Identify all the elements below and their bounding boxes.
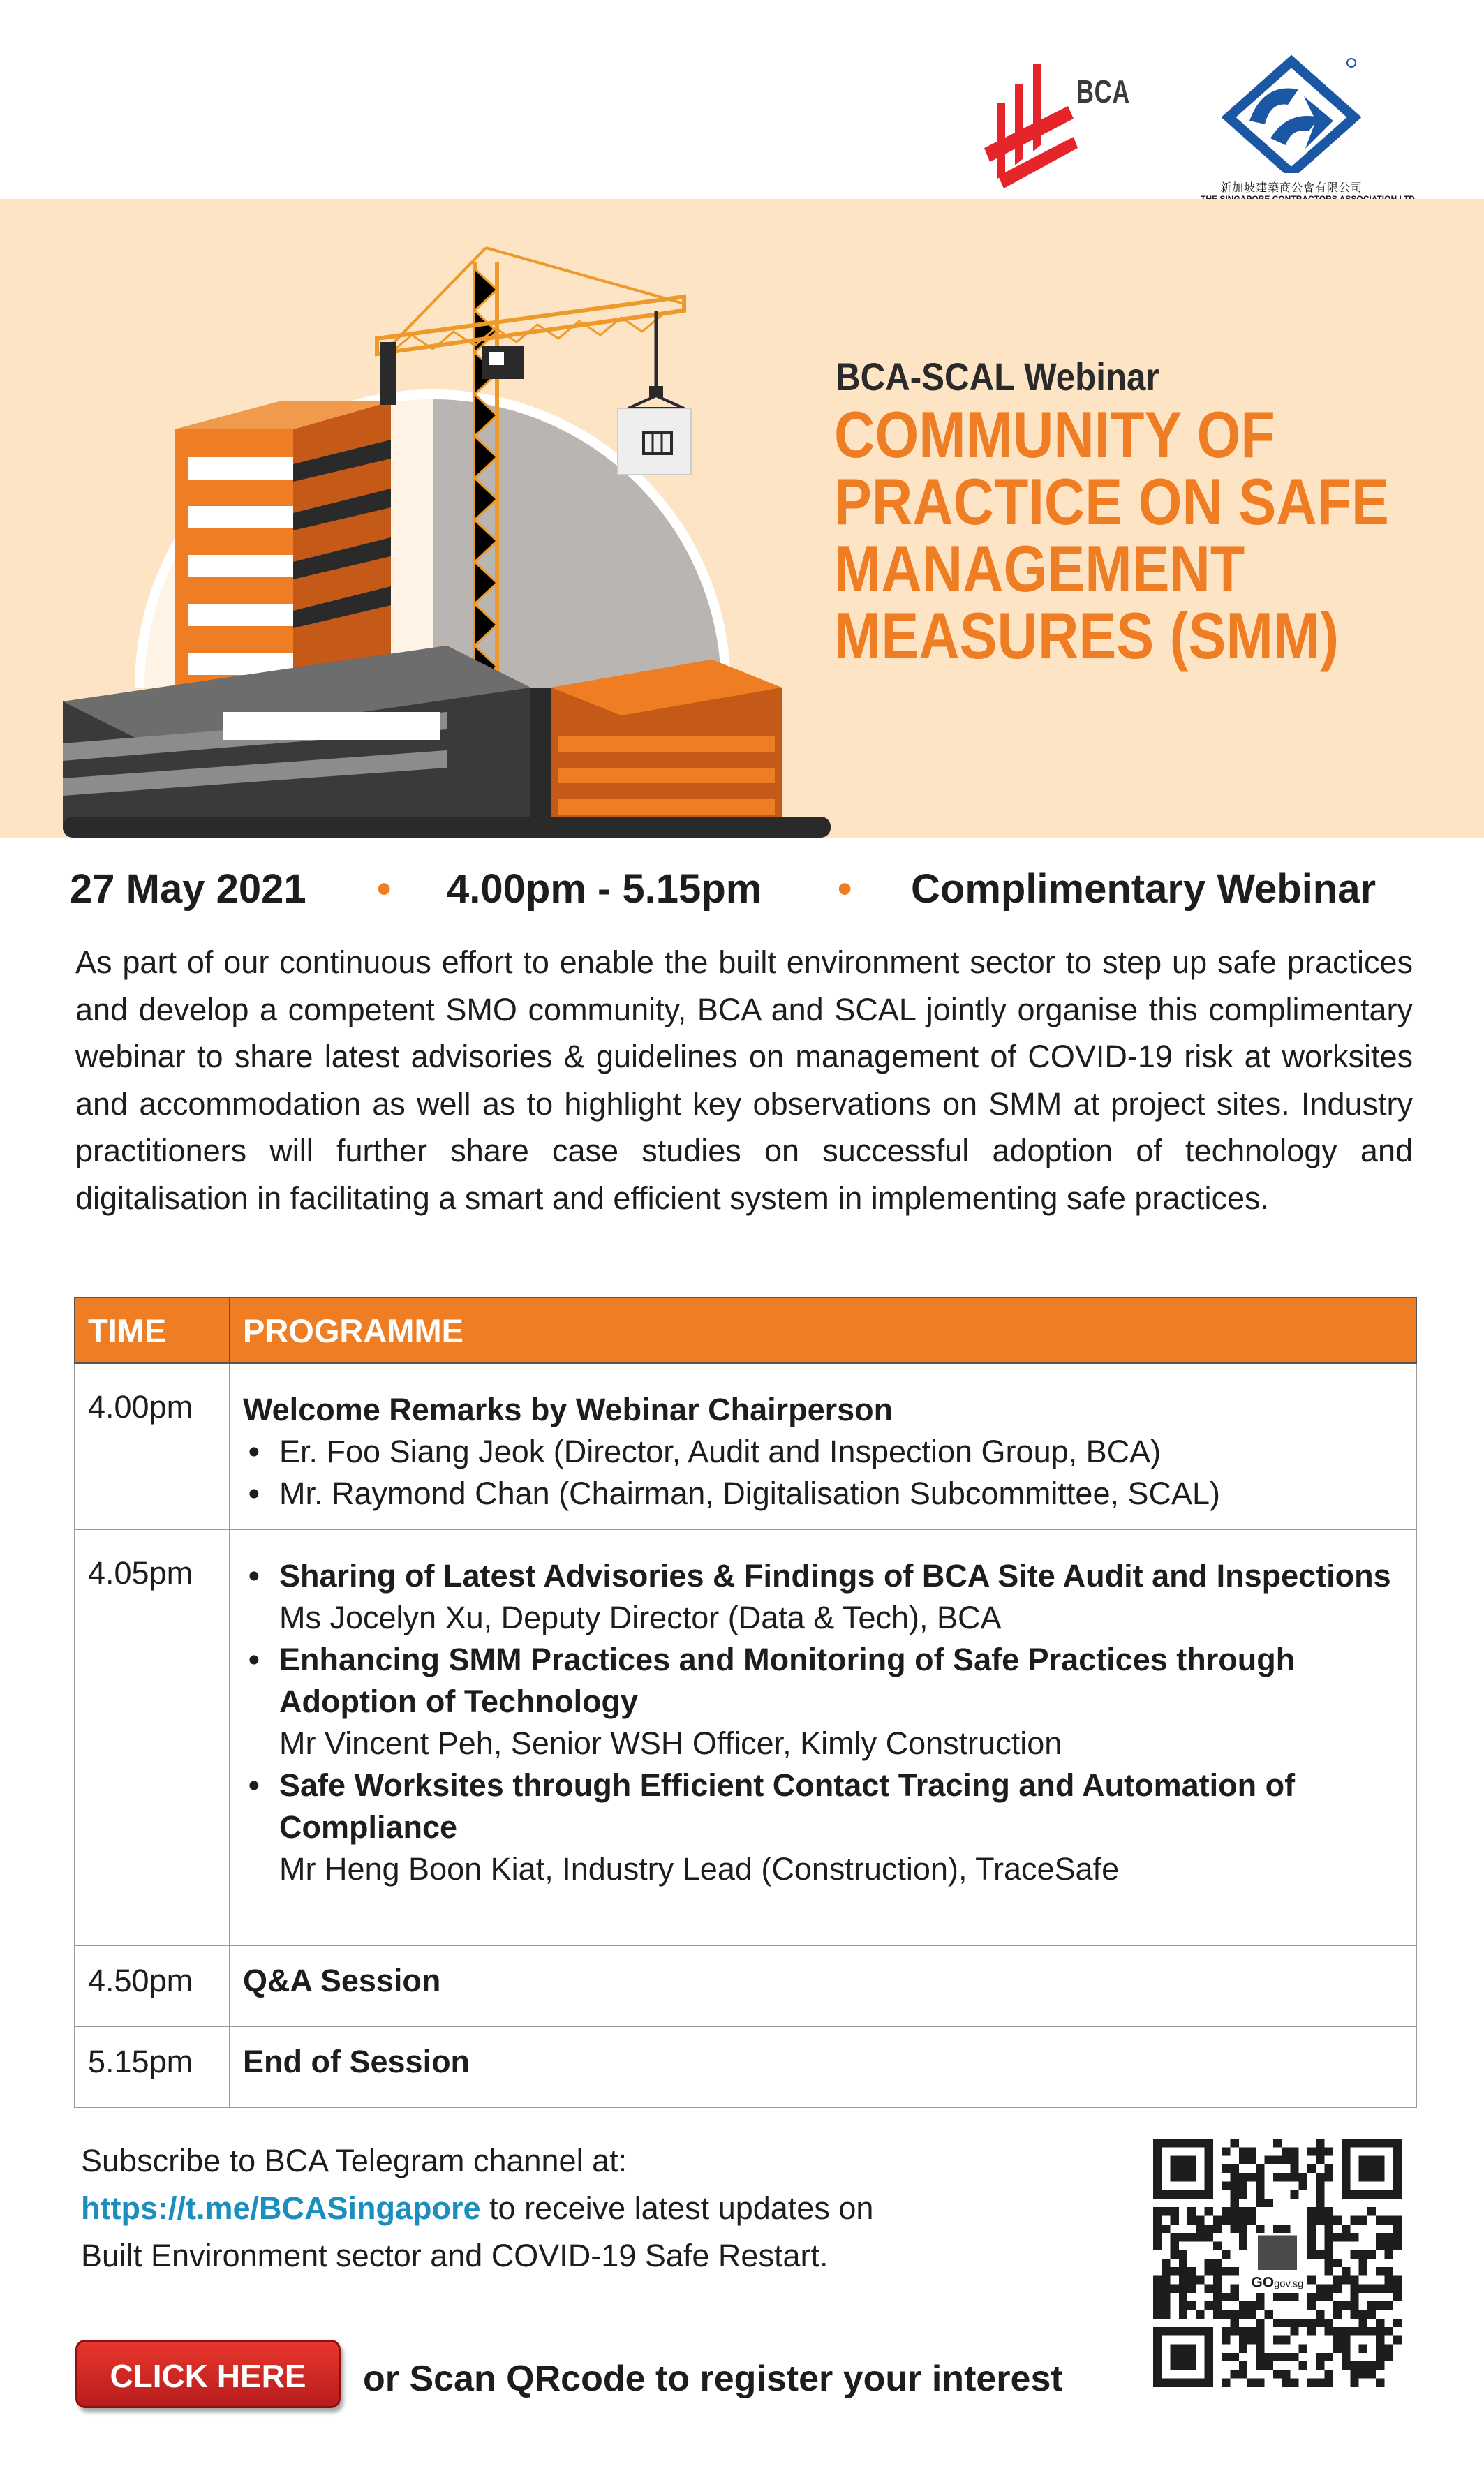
list-item — [243, 1765, 1403, 1890]
scal-chinese-name: 新加坡建築商公會有限公司 — [1219, 181, 1363, 194]
programme-column-header: PROGRAMME — [230, 1298, 1416, 1363]
separator-dot-icon: • — [838, 866, 852, 912]
bca-emblem-icon — [984, 64, 1082, 190]
list-item: • Mr. Raymond Chan (Chairman, Digitalisation Subcommittee, SCAL) — [243, 1473, 1403, 1515]
subscribe-line — [81, 2185, 1093, 2232]
telegram-subscribe-note — [81, 2137, 1093, 2280]
gov-badge-icon — [1258, 2236, 1297, 2270]
webinar-eyebrow: BCA-SCAL Webinar — [836, 355, 1159, 399]
table-row — [75, 1363, 1416, 1529]
bca-logo — [984, 64, 1131, 190]
telegram-link[interactable]: https://t.me/BCASingapore — [81, 2190, 481, 2226]
event-time: 4.00pm - 5.15pm — [447, 866, 762, 912]
row-time: 4.05pm — [75, 1529, 230, 1945]
speaker-list — [243, 1431, 1403, 1515]
event-info-line — [70, 866, 1417, 928]
registration-qr-code[interactable] — [1153, 2139, 1402, 2387]
row-time: 5.15pm — [75, 2026, 230, 2107]
webinar-title-line: MANAGEMENT — [834, 532, 1245, 605]
session-list — [243, 1555, 1403, 1890]
row-time: 4.00pm — [75, 1363, 230, 1529]
hero-banner — [0, 199, 1484, 838]
subscribe-line-rest: to receive latest updates on — [480, 2190, 874, 2226]
row-title: End of Session — [230, 2026, 1416, 2107]
construction-crane-illustration — [0, 199, 852, 838]
scal-logo — [1201, 54, 1382, 215]
row-programme — [230, 1529, 1416, 1945]
webinar-title-line: PRACTICE ON SAFE — [834, 465, 1389, 538]
intro-paragraph: As part of our continuous effort to enable the built environment sector to step up safe practices and develop a competent SMO community, BCA and SCAL jointly organise this complimentary webinar to share latest advisories & guidelines on management of COVID-19 risk at worksites and accommodation as well as to highlight key observations on SMM at project sites. Industry practitioners will further share case studies on successful adoption of technology and digitalisation in facilitating a smart and efficient system in implementing safe practices. — [75, 944, 1413, 1216]
webinar-title-line: COMMUNITY OF — [834, 398, 1275, 471]
table-row — [75, 2026, 1416, 2107]
scal-emblem-icon — [1222, 54, 1361, 173]
list-item — [243, 1639, 1403, 1765]
bca-logo-text: BCA — [1076, 73, 1131, 110]
list-item — [243, 1555, 1403, 1639]
list-item: • Er. Foo Siang Jeok (Director, Audit and Inspection Group, BCA) — [243, 1431, 1403, 1473]
row-time: 4.50pm — [75, 1945, 230, 2026]
row-title: Q&A Session — [230, 1945, 1416, 2026]
row-programme — [230, 1363, 1416, 1529]
session-topic: Safe Worksites through Efficient Contact Tracing and Automation of Compliance — [279, 1767, 1296, 1845]
session-speaker: Mr Vincent Peh, Senior WSH Officer, Kimly Construction — [279, 1725, 1062, 1761]
qr-badge-label: GOgov.sg — [1251, 2274, 1304, 2291]
row-title: Welcome Remarks by Webinar Chairperson — [243, 1392, 893, 1427]
separator-dot-icon: • — [377, 866, 392, 912]
webinar-title-line: MEASURES (SMM) — [834, 599, 1340, 672]
click-here-button[interactable]: CLICK HERE — [75, 2340, 341, 2408]
time-column-header: TIME — [75, 1298, 230, 1363]
register-instruction: or Scan QRcode to register your interest — [363, 2359, 1063, 2399]
programme-table — [74, 1297, 1417, 2108]
event-date: 27 May 2021 — [70, 866, 306, 912]
subscribe-line: Built Environment sector and COVID-19 Safe Restart. — [81, 2238, 829, 2273]
table-row — [75, 1945, 1416, 2026]
session-speaker: Mr Heng Boon Kiat, Industry Lead (Construction), TraceSafe — [279, 1851, 1120, 1887]
webinar-title — [834, 398, 1389, 672]
session-speaker: Ms Jocelyn Xu, Deputy Director (Data & Tech), BCA — [279, 1600, 1002, 1635]
table-header-row — [75, 1298, 1416, 1363]
session-topic: Sharing of Latest Advisories & Findings of BCA Site Audit and Inspections — [279, 1558, 1391, 1594]
subscribe-line: Subscribe to BCA Telegram channel at: — [81, 2143, 628, 2178]
event-type: Complimentary Webinar — [911, 866, 1377, 912]
session-topic: Enhancing SMM Practices and Monitoring of Safe Practices through Adoption of Technology — [279, 1642, 1296, 1719]
table-row — [75, 1529, 1416, 1945]
